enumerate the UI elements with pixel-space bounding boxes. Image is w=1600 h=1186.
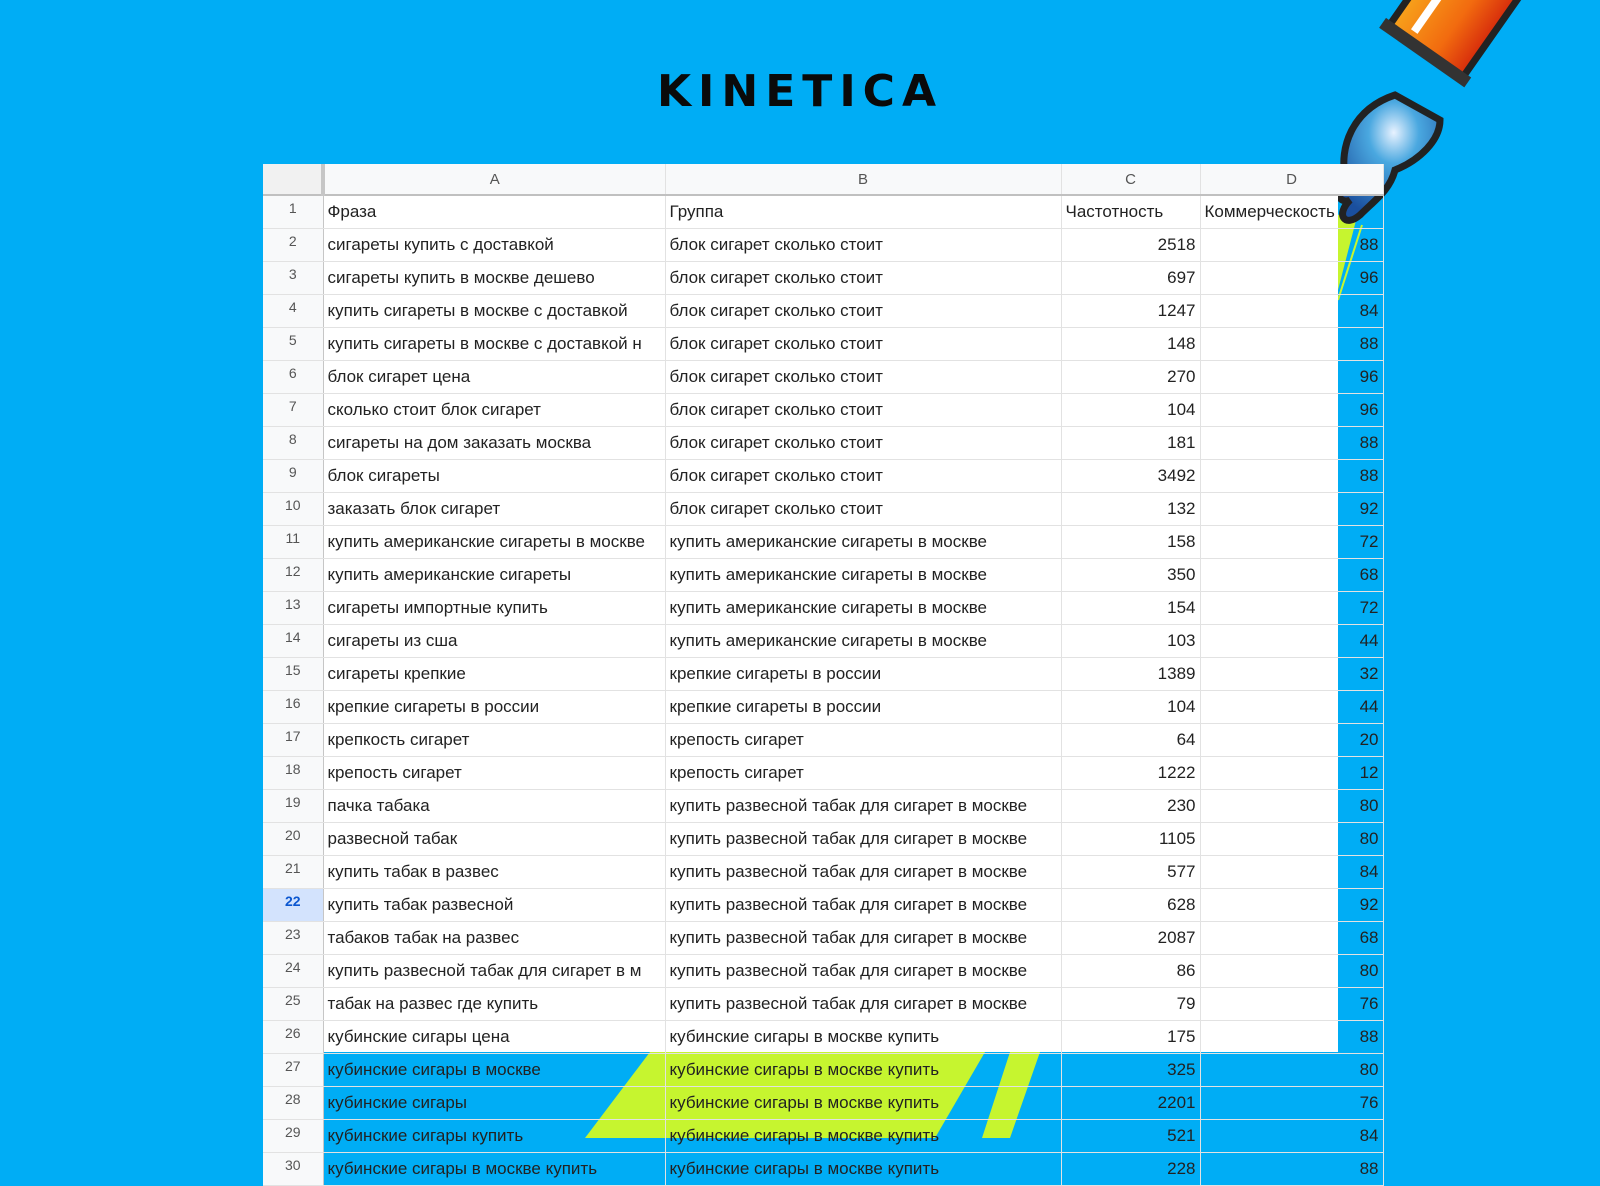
cell-commerciality[interactable]: 88: [1200, 427, 1383, 460]
cell-commerciality[interactable]: 68: [1200, 559, 1383, 592]
row-number[interactable]: 8: [263, 427, 323, 460]
table-row: [263, 1087, 1383, 1120]
cell-group[interactable]: крепость сигарет: [665, 757, 1061, 790]
table-row: [263, 427, 1383, 460]
table-row: [263, 559, 1383, 592]
row-number[interactable]: 24: [263, 955, 323, 988]
cell-frequency[interactable]: 697: [1061, 262, 1200, 295]
row-number[interactable]: 26: [263, 1021, 323, 1054]
cell-frequency[interactable]: 1105: [1061, 823, 1200, 856]
table-row: [263, 724, 1383, 757]
cell-frequency[interactable]: 64: [1061, 724, 1200, 757]
row-number[interactable]: 4: [263, 295, 323, 328]
cell-frequency[interactable]: 181: [1061, 427, 1200, 460]
cell-group[interactable]: блок сигарет сколько стоит: [665, 427, 1061, 460]
cell-phrase[interactable]: заказать блок сигарет: [323, 493, 665, 526]
row-number[interactable]: 1: [263, 195, 323, 229]
cell-group[interactable]: блок сигарет сколько стоит: [665, 328, 1061, 361]
row-number[interactable]: 3: [263, 262, 323, 295]
table-row: [263, 1021, 1383, 1054]
cell-phrase[interactable]: крепкие сигареты в россии: [323, 691, 665, 724]
cell-frequency[interactable]: 521: [1061, 1120, 1200, 1153]
cell-frequency[interactable]: 230: [1061, 790, 1200, 823]
row-number[interactable]: 9: [263, 460, 323, 493]
cell-phrase[interactable]: крепкость сигарет: [323, 724, 665, 757]
cell-group[interactable]: купить развесной табак для сигарет в москве: [665, 856, 1061, 889]
column-header-b[interactable]: B: [665, 164, 1061, 195]
cell-phrase[interactable]: блок сигареты: [323, 460, 665, 493]
cell-phrase[interactable]: сигареты из сша: [323, 625, 665, 658]
cell-phrase[interactable]: купить табак развесной: [323, 889, 665, 922]
cell-phrase[interactable]: кубинские сигары: [323, 1087, 665, 1120]
row-number[interactable]: 12: [263, 559, 323, 592]
cell-group[interactable]: купить развесной табак для сигарет в москве: [665, 955, 1061, 988]
table-row: [263, 889, 1383, 922]
column-header-row: [263, 164, 1383, 195]
header-row: [263, 195, 1383, 229]
cell-commerciality[interactable]: 72: [1200, 526, 1383, 559]
row-number[interactable]: 21: [263, 856, 323, 889]
cell-group[interactable]: блок сигарет сколько стоит: [665, 361, 1061, 394]
cell-group[interactable]: блок сигарет сколько стоит: [665, 229, 1061, 262]
row-number[interactable]: 20: [263, 823, 323, 856]
cell-frequency-header[interactable]: Частотность: [1061, 195, 1200, 229]
cell-phrase[interactable]: купить американские сигареты: [323, 559, 665, 592]
cell-commerciality[interactable]: 84: [1200, 295, 1383, 328]
cell-phrase[interactable]: крепость сигарет: [323, 757, 665, 790]
select-all-corner[interactable]: [263, 164, 323, 195]
table-row: [263, 922, 1383, 955]
cell-group-header[interactable]: Группа: [665, 195, 1061, 229]
row-number[interactable]: 19: [263, 790, 323, 823]
row-number[interactable]: 28: [263, 1087, 323, 1120]
row-number[interactable]: 17: [263, 724, 323, 757]
cell-frequency[interactable]: 270: [1061, 361, 1200, 394]
cell-frequency[interactable]: 1222: [1061, 757, 1200, 790]
table-row: [263, 526, 1383, 559]
row-number[interactable]: 6: [263, 361, 323, 394]
table-row: [263, 658, 1383, 691]
cell-commerciality[interactable]: 80: [1200, 790, 1383, 823]
cell-frequency[interactable]: 104: [1061, 691, 1200, 724]
cell-commerciality[interactable]: 84: [1200, 856, 1383, 889]
table-row: [263, 691, 1383, 724]
cell-frequency[interactable]: 325: [1061, 1054, 1200, 1087]
table-row: [263, 823, 1383, 856]
cell-group[interactable]: блок сигарет сколько стоит: [665, 493, 1061, 526]
cell-group[interactable]: кубинские сигары в москве купить: [665, 1087, 1061, 1120]
cell-commerciality-header[interactable]: Коммерческость: [1200, 195, 1383, 229]
table-row: [263, 592, 1383, 625]
cell-frequency[interactable]: 86: [1061, 955, 1200, 988]
cell-commerciality[interactable]: 88: [1200, 1021, 1383, 1054]
cell-commerciality[interactable]: 76: [1200, 1087, 1383, 1120]
cell-phrase[interactable]: сигареты крепкие: [323, 658, 665, 691]
cell-frequency[interactable]: 350: [1061, 559, 1200, 592]
cell-group[interactable]: купить американские сигареты в москве: [665, 559, 1061, 592]
cell-commerciality[interactable]: 88: [1200, 229, 1383, 262]
cell-phrase-header[interactable]: Фраза: [323, 195, 665, 229]
table-row: [263, 328, 1383, 361]
cell-group[interactable]: купить развесной табак для сигарет в москве: [665, 922, 1061, 955]
table-row: [263, 295, 1383, 328]
cell-commerciality[interactable]: 12: [1200, 757, 1383, 790]
cell-group[interactable]: кубинские сигары в москве купить: [665, 1120, 1061, 1153]
cell-phrase[interactable]: табак на развес где купить: [323, 988, 665, 1021]
table-row: [263, 1153, 1383, 1186]
table-row: [263, 493, 1383, 526]
table-row: [263, 757, 1383, 790]
cell-frequency[interactable]: 79: [1061, 988, 1200, 1021]
row-number[interactable]: 10: [263, 493, 323, 526]
row-number[interactable]: 5: [263, 328, 323, 361]
cell-frequency[interactable]: 154: [1061, 592, 1200, 625]
row-number[interactable]: 29: [263, 1120, 323, 1153]
column-header-c[interactable]: C: [1061, 164, 1200, 195]
row-number[interactable]: 2: [263, 229, 323, 262]
row-number[interactable]: 22: [263, 889, 323, 922]
cell-frequency[interactable]: 2201: [1061, 1087, 1200, 1120]
cell-phrase[interactable]: купить табак в развес: [323, 856, 665, 889]
table-row: [263, 955, 1383, 988]
cell-commerciality[interactable]: 96: [1200, 262, 1383, 295]
cell-phrase[interactable]: купить американские сигареты в москве: [323, 526, 665, 559]
cell-group[interactable]: купить развесной табак для сигарет в москве: [665, 790, 1061, 823]
cell-phrase[interactable]: купить сигареты в москве с доставкой н: [323, 328, 665, 361]
cell-phrase[interactable]: кубинские сигары купить: [323, 1120, 665, 1153]
cell-commerciality[interactable]: 96: [1200, 394, 1383, 427]
row-number[interactable]: 30: [263, 1153, 323, 1186]
cell-commerciality[interactable]: 88: [1200, 328, 1383, 361]
cell-commerciality[interactable]: 96: [1200, 361, 1383, 394]
cell-frequency[interactable]: 1247: [1061, 295, 1200, 328]
cell-group[interactable]: купить американские сигареты в москве: [665, 625, 1061, 658]
cell-frequency[interactable]: 2087: [1061, 922, 1200, 955]
table-row: [263, 229, 1383, 262]
cell-frequency[interactable]: 577: [1061, 856, 1200, 889]
cell-group[interactable]: купить развесной табак для сигарет в москве: [665, 889, 1061, 922]
column-header-a[interactable]: A: [323, 164, 665, 195]
row-number[interactable]: 23: [263, 922, 323, 955]
spreadsheet-grid: [263, 164, 1384, 1186]
row-number[interactable]: 18: [263, 757, 323, 790]
cell-phrase[interactable]: купить развесной табак для сигарет в м: [323, 955, 665, 988]
cell-commerciality[interactable]: 72: [1200, 592, 1383, 625]
cell-phrase[interactable]: сигареты импортные купить: [323, 592, 665, 625]
cell-commerciality[interactable]: 68: [1200, 922, 1383, 955]
cell-commerciality[interactable]: 88: [1200, 460, 1383, 493]
cell-frequency[interactable]: 104: [1061, 394, 1200, 427]
table-row: [263, 856, 1383, 889]
cell-group[interactable]: кубинские сигары в москве купить: [665, 1021, 1061, 1054]
cell-phrase[interactable]: сигареты купить с доставкой: [323, 229, 665, 262]
cell-commerciality[interactable]: 44: [1200, 691, 1383, 724]
cell-phrase[interactable]: сколько стоит блок сигарет: [323, 394, 665, 427]
cell-group[interactable]: крепкие сигареты в россии: [665, 691, 1061, 724]
cell-group[interactable]: блок сигарет сколько стоит: [665, 460, 1061, 493]
spreadsheet: [263, 164, 1379, 1178]
cell-phrase[interactable]: кубинские сигары цена: [323, 1021, 665, 1054]
cell-group[interactable]: купить развесной табак для сигарет в москве: [665, 823, 1061, 856]
cell-group[interactable]: купить американские сигареты в москве: [665, 526, 1061, 559]
table-row: [263, 625, 1383, 658]
cell-group[interactable]: блок сигарет сколько стоит: [665, 394, 1061, 427]
cell-frequency[interactable]: 148: [1061, 328, 1200, 361]
table-row: [263, 361, 1383, 394]
cell-phrase[interactable]: кубинские сигары в москве: [323, 1054, 665, 1087]
cell-frequency[interactable]: 228: [1061, 1153, 1200, 1186]
row-number[interactable]: 13: [263, 592, 323, 625]
row-number[interactable]: 15: [263, 658, 323, 691]
cell-phrase[interactable]: сигареты купить в москве дешево: [323, 262, 665, 295]
cell-group[interactable]: блок сигарет сколько стоит: [665, 295, 1061, 328]
cell-commerciality[interactable]: 44: [1200, 625, 1383, 658]
cell-frequency[interactable]: 2518: [1061, 229, 1200, 262]
table-row: [263, 262, 1383, 295]
column-header-d[interactable]: D: [1200, 164, 1383, 195]
row-number[interactable]: 7: [263, 394, 323, 427]
cell-commerciality[interactable]: 80: [1200, 1054, 1383, 1087]
cell-frequency[interactable]: 132: [1061, 493, 1200, 526]
row-number[interactable]: 25: [263, 988, 323, 1021]
cell-commerciality[interactable]: 32: [1200, 658, 1383, 691]
cell-phrase[interactable]: сигареты на дом заказать москва: [323, 427, 665, 460]
row-number[interactable]: 27: [263, 1054, 323, 1087]
cell-group[interactable]: блок сигарет сколько стоит: [665, 262, 1061, 295]
table-row: [263, 1120, 1383, 1153]
cell-group[interactable]: кубинские сигары в москве купить: [665, 1153, 1061, 1186]
row-number[interactable]: 11: [263, 526, 323, 559]
cell-frequency[interactable]: 628: [1061, 889, 1200, 922]
row-number[interactable]: 14: [263, 625, 323, 658]
cell-frequency[interactable]: 3492: [1061, 460, 1200, 493]
cell-commerciality[interactable]: 84: [1200, 1120, 1383, 1153]
cell-phrase[interactable]: табаков табак на развес: [323, 922, 665, 955]
table-row: [263, 790, 1383, 823]
cell-frequency[interactable]: 158: [1061, 526, 1200, 559]
cell-phrase[interactable]: кубинские сигары в москве купить: [323, 1153, 665, 1186]
cell-phrase[interactable]: пачка табака: [323, 790, 665, 823]
cell-phrase[interactable]: купить сигареты в москве с доставкой: [323, 295, 665, 328]
cell-commerciality[interactable]: 88: [1200, 1153, 1383, 1186]
row-number[interactable]: 16: [263, 691, 323, 724]
kinetica-logo: KINETICA: [656, 66, 944, 117]
cell-group[interactable]: купить американские сигареты в москве: [665, 592, 1061, 625]
cell-group[interactable]: купить развесной табак для сигарет в москве: [665, 988, 1061, 1021]
cell-commerciality[interactable]: 92: [1200, 493, 1383, 526]
cell-frequency[interactable]: 175: [1061, 1021, 1200, 1054]
cell-commerciality[interactable]: 80: [1200, 823, 1383, 856]
table-row: [263, 1054, 1383, 1087]
cell-commerciality[interactable]: 92: [1200, 889, 1383, 922]
cell-commerciality[interactable]: 76: [1200, 988, 1383, 1021]
table-row: [263, 460, 1383, 493]
cell-phrase[interactable]: блок сигарет цена: [323, 361, 665, 394]
table-row: [263, 394, 1383, 427]
cell-commerciality[interactable]: 80: [1200, 955, 1383, 988]
cell-group[interactable]: крепость сигарет: [665, 724, 1061, 757]
cell-commerciality[interactable]: 20: [1200, 724, 1383, 757]
cell-frequency[interactable]: 1389: [1061, 658, 1200, 691]
cell-group[interactable]: крепкие сигареты в россии: [665, 658, 1061, 691]
cell-phrase[interactable]: развесной табак: [323, 823, 665, 856]
cell-frequency[interactable]: 103: [1061, 625, 1200, 658]
cell-group[interactable]: кубинские сигары в москве купить: [665, 1054, 1061, 1087]
table-row: [263, 988, 1383, 1021]
